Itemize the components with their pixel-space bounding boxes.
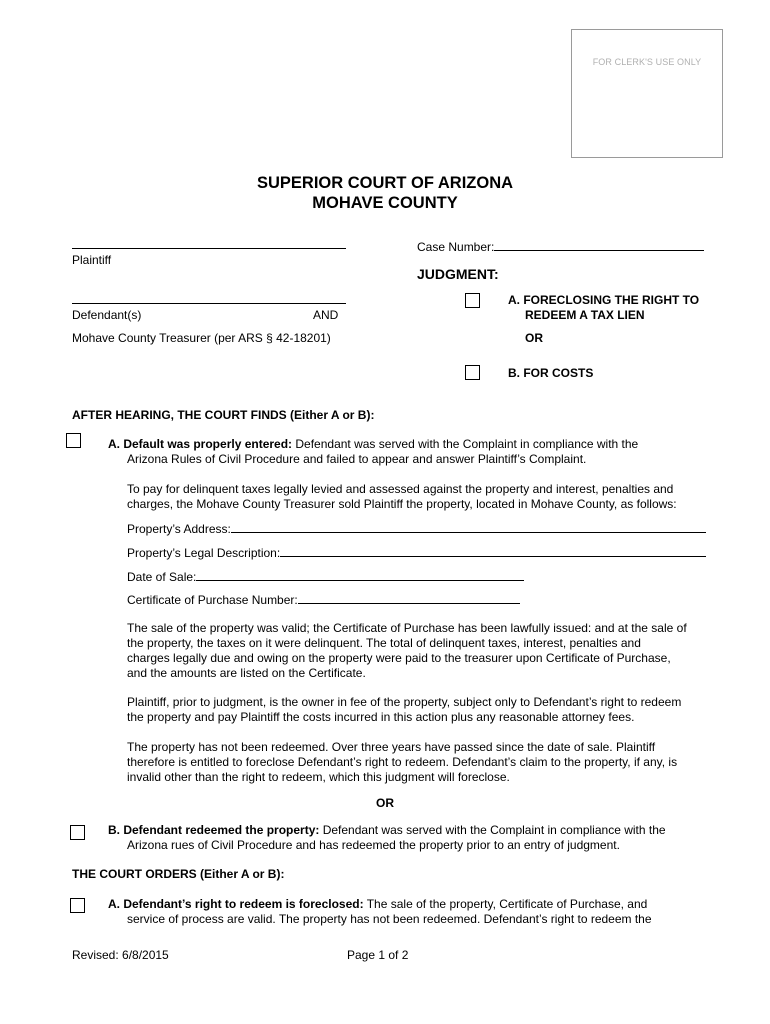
and-label: AND <box>313 308 339 322</box>
court-name: SUPERIOR COURT OF ARIZONA <box>256 174 514 192</box>
valid-line2: the property, the taxes on it were delinquent. The total of delinquent taxes, interest, penalties and <box>127 636 641 650</box>
judgment-option-b-label: B. FOR COSTS <box>508 366 594 380</box>
property-address-input[interactable] <box>231 520 706 533</box>
judgment-option-a-line2: REDEEM A TAX LIEN <box>525 308 645 322</box>
legal-description-field[interactable] <box>127 544 706 561</box>
date-of-sale-label: Date of Sale: <box>127 570 197 584</box>
findings-or-label: OR <box>376 796 394 810</box>
finding-a-checkbox[interactable] <box>66 433 81 448</box>
date-of-sale-input[interactable] <box>196 568 524 581</box>
revised-date: Revised: 6/8/2015 <box>72 948 169 962</box>
certificate-number-field[interactable] <box>127 591 520 608</box>
legal-description-label: Property’s Legal Description: <box>127 546 281 560</box>
treasurer-label: Mohave County Treasurer (per ARS § 42-18201) <box>72 331 331 345</box>
taxes-line1: To pay for delinquent taxes legally levied and assessed against the property and interest, penalties and <box>127 482 674 496</box>
orders-heading: THE COURT ORDERS (Either A or B): <box>72 867 285 881</box>
plaintiff-line[interactable] <box>72 248 346 249</box>
valid-line3: charges legally due and owing on the property were paid to the treasurer upon Certificate of Purchase, <box>127 651 671 665</box>
page-number: Page 1 of 2 <box>347 948 409 962</box>
clerk-use-box <box>571 29 723 158</box>
finding-b-checkbox[interactable] <box>70 825 85 840</box>
judgment-option-a-line1: A. FORECLOSING THE RIGHT TO <box>508 293 700 307</box>
finding-b-line2: Arizona rues of Civil Procedure and has redeemed the property prior to an entry of judgment. <box>127 838 620 852</box>
taxes-line2: charges, the Mohave County Treasurer sold Plaintiff the property, located in Mohave County, as follows: <box>127 497 677 511</box>
defendant-line[interactable] <box>72 303 346 304</box>
certificate-number-input[interactable] <box>298 591 520 604</box>
valid-line4: and the amounts are listed on the Certificate. <box>127 666 366 680</box>
owner-line2: the property and pay Plaintiff the costs incurred in this action plus any reasonable attorney fees. <box>127 710 635 724</box>
judgment-option-b-checkbox[interactable] <box>465 365 480 380</box>
not-redeemed-line3: invalid other than the right to redeem, which this judgment will foreclose. <box>127 770 510 784</box>
valid-line1: The sale of the property was valid; the Certificate of Purchase has been lawfully issued: and at the sale of <box>127 621 687 635</box>
finding-a-line2: Arizona Rules of Civil Procedure and failed to appear and answer Plaintiff’s Complaint. <box>127 452 587 466</box>
finding-b-title: B. Defendant redeemed the property: <box>108 823 320 837</box>
owner-line1: Plaintiff, prior to judgment, is the owner in fee of the property, subject only to Defendant’s right to redeem <box>127 695 682 709</box>
findings-heading: AFTER HEARING, THE COURT FINDS (Either A or B): <box>72 408 375 422</box>
certificate-number-label: Certificate of Purchase Number: <box>127 593 298 607</box>
county-name: MOHAVE COUNTY <box>312 194 458 212</box>
judgment-title: JUDGMENT: <box>417 266 499 282</box>
finding-a-line1: A. Default was properly entered: Defendant was served with the Complaint in compliance with the <box>108 437 639 451</box>
clerk-use-label: FOR CLERK'S USE ONLY <box>592 57 702 67</box>
case-number-input[interactable] <box>494 238 704 251</box>
date-of-sale-field[interactable] <box>127 568 524 585</box>
order-a-line2: service of process are valid. The property has not been redeemed. Defendant’s right to redeem the <box>127 912 652 926</box>
plaintiff-label: Plaintiff <box>72 253 112 267</box>
order-a-checkbox[interactable] <box>70 898 85 913</box>
legal-description-input[interactable] <box>280 544 706 557</box>
defendant-label: Defendant(s) <box>72 308 142 322</box>
judgment-option-a-checkbox[interactable] <box>465 293 480 308</box>
judgment-or-label: OR <box>525 331 543 345</box>
not-redeemed-line2: therefore is entitled to foreclose Defendant’s right to redeem. Defendant’s claim to the property, if any, is <box>127 755 678 769</box>
order-a-title: A. Defendant’s right to redeem is foreclosed: <box>108 897 364 911</box>
property-address-label: Property’s Address: <box>127 522 231 536</box>
finding-a-title: A. Default was properly entered: <box>108 437 293 451</box>
case-number-field[interactable] <box>417 238 704 254</box>
property-address-field[interactable] <box>127 520 706 537</box>
order-a-line1: A. Defendant’s right to redeem is foreclosed: The sale of the property, Certificate of Purchase, and <box>108 897 648 911</box>
case-number-label: Case Number: <box>417 240 495 254</box>
not-redeemed-line1: The property has not been redeemed. Over three years have passed since the date of sale. Plaintiff <box>127 740 656 754</box>
finding-b-line1: B. Defendant redeemed the property: Defendant was served with the Complaint in compliance with the <box>108 823 666 837</box>
